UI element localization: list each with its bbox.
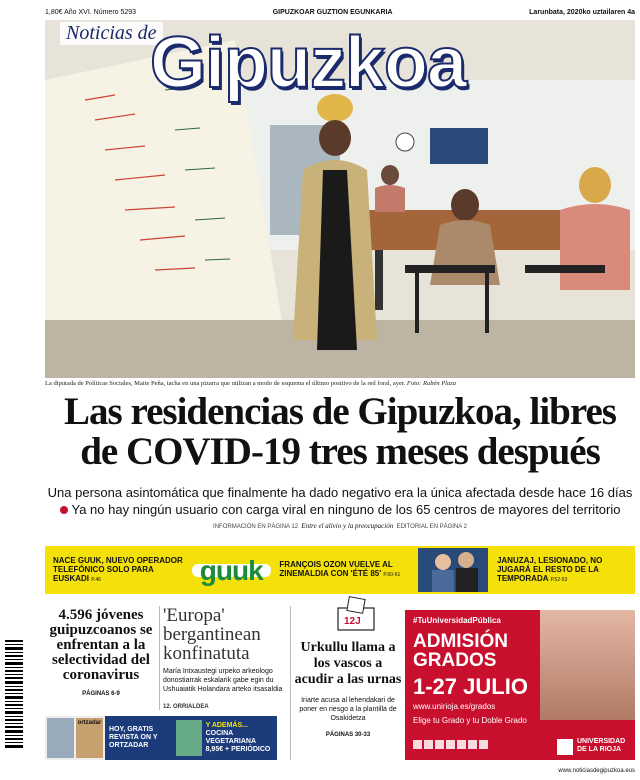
story-1-title: 4.596 jóvenes guipuzcoanos se enfrentan a la selectividad del coronavirus: [49, 607, 153, 683]
story-3-pages: PÁGINAS 30-33: [325, 732, 371, 738]
vote-label: 12J: [344, 616, 361, 627]
promo-item-2-text: FRANÇOIS OZON VUELVE AL ZINEMALDIA CON 'ÉTÉ 85': [279, 560, 393, 578]
promo-item-1-page: P.46: [91, 576, 101, 583]
bullet-icon: [60, 506, 68, 514]
university-ad[interactable]: [405, 610, 635, 760]
story-3-title: Urkullu llama a los vascos a acudir a las urnas: [294, 640, 402, 687]
issue-date: Larunbata, 2020ko uztailaren 4a: [529, 8, 635, 16]
photo-caption: [45, 380, 635, 387]
subhead-2-row: [45, 501, 635, 518]
offer-2: [206, 722, 273, 754]
headline-line-2: de COVID-19 tres meses después: [80, 430, 600, 473]
subhead-1: Una persona asintomática que finalmente ha dado negativo era la única afectada desde hace 16 días: [47, 485, 633, 500]
price-issue: 1,80€ Año XVI. Número 5293: [45, 8, 137, 16]
story-2-pages: 12. ORRIALDEA: [163, 704, 209, 710]
headline-line-1: Las residencias de Gipuzkoa, libres: [64, 390, 616, 433]
promo-item-3[interactable]: [497, 556, 627, 585]
ad-title: [413, 632, 508, 670]
film-still-image: [418, 548, 488, 592]
top-bar: [45, 5, 635, 19]
bottom-offers[interactable]: [45, 716, 277, 760]
lead-subheads: [45, 484, 635, 518]
lead-references: [45, 522, 635, 530]
ad-hashtag: #TuUniversidadPública: [413, 616, 501, 625]
caption-text: La diputada de Políticas Sociales, Maite Peña, tacha en una pizarra que utilizan a modo de esquema el último positivo de la red foral, ayer.: [45, 380, 406, 387]
brand-prefix: Noticias de: [60, 22, 163, 45]
cookbook-image: [176, 720, 202, 756]
social-icon[interactable]: [479, 740, 488, 749]
guuk-logo: guuk: [192, 564, 271, 577]
story-2-title: 'Europa' bergantinean konfinatuta: [163, 605, 261, 664]
lead-headline[interactable]: [45, 392, 635, 472]
footer-url[interactable]: www.noticiasdegipuzkoa.eus: [558, 768, 635, 774]
promo-item-2[interactable]: [279, 560, 409, 580]
magazine-cover: [47, 718, 74, 758]
brand-logo: Gipuzkoa: [150, 23, 467, 103]
promo-item-2-page: P.60-61: [383, 572, 401, 578]
story-selectividad[interactable]: [45, 608, 157, 702]
promo-strip: [45, 546, 635, 594]
offer-box: [105, 716, 277, 760]
magazine-cover-ortzadar: ortzadar: [76, 718, 103, 758]
column-divider: [159, 606, 160, 710]
social-icon[interactable]: [424, 740, 433, 749]
university-logo: UNIVERSIDAD DE LA RIOJA: [557, 738, 629, 754]
social-icon[interactable]: [413, 740, 422, 749]
social-icons: [413, 740, 488, 749]
story-2-body: María Intxaustegi urpeko arkeologo donostiarrak eskalarik gabe egin du Ushuaiatik Holandara arteko itsasaldia: [163, 668, 283, 693]
offer-2-text: COCINA VEGETARIANA 8,95€ + PERIÓDICO: [205, 730, 271, 753]
barcode-icon: [4, 640, 24, 750]
students-photo: [540, 610, 635, 720]
photo-credit: Foto: Rubén Plaza: [406, 380, 457, 387]
promo-item-3-text: JANUZAJ, LESIONADO, NO JUGARÁ EL RESTO DE LA TEMPORADA: [496, 555, 603, 583]
ad-title-line-1: ADMISIÓN: [413, 631, 508, 652]
center-label: GIPUZKOAR GUZTION EGUNKARIA: [272, 8, 393, 16]
social-icon[interactable]: [435, 740, 444, 749]
column-divider: [290, 606, 291, 760]
social-icon[interactable]: [468, 740, 477, 749]
story-3-body: Iriarte acusa al lehendakari de poner en riesgo a la plantilla de Osakidetza: [299, 697, 397, 722]
ad-dates: 1-27 JULIO: [413, 674, 528, 699]
subhead-2: Ya no hay ningún usuario con carga viral en ninguno de los 65 centros de mayores del territorio: [71, 502, 621, 517]
promo-item-1-text: NACE GUUK, NUEVO OPERADOR TELEFÓNICO SOLO PARA EUSKADI: [53, 555, 183, 583]
promo-item-1[interactable]: [53, 556, 183, 585]
social-icon[interactable]: [457, 740, 466, 749]
editorial-ref[interactable]: EDITORIAL EN PÁGINA 2: [396, 524, 467, 530]
offer-2-title: Y ADEMÁS...: [205, 722, 248, 729]
offer-1: HOY, GRATIS REVISTA ON Y ORTZADAR: [109, 726, 158, 749]
magazine-covers: [45, 716, 105, 760]
story-1-pages: PÁGINAS 6-9: [82, 691, 120, 697]
info-ref[interactable]: INFORMACIÓN EN PÁGINA 12: [213, 524, 299, 530]
story-urkullu[interactable]: [294, 640, 402, 743]
ad-choose: Elige tu Grado y tu Doble Grado: [413, 716, 527, 725]
social-icon[interactable]: [446, 740, 455, 749]
ballot-box-icon: [334, 596, 378, 632]
promo-item-3-page: P.52-53: [550, 576, 568, 583]
ad-title-line-2: GRADOS: [413, 650, 497, 671]
story-europa[interactable]: [163, 606, 287, 717]
ad-url[interactable]: www.unirioja.es/grados: [413, 702, 496, 711]
editorial-title: Entre el alivio y la preocupación: [301, 522, 394, 530]
